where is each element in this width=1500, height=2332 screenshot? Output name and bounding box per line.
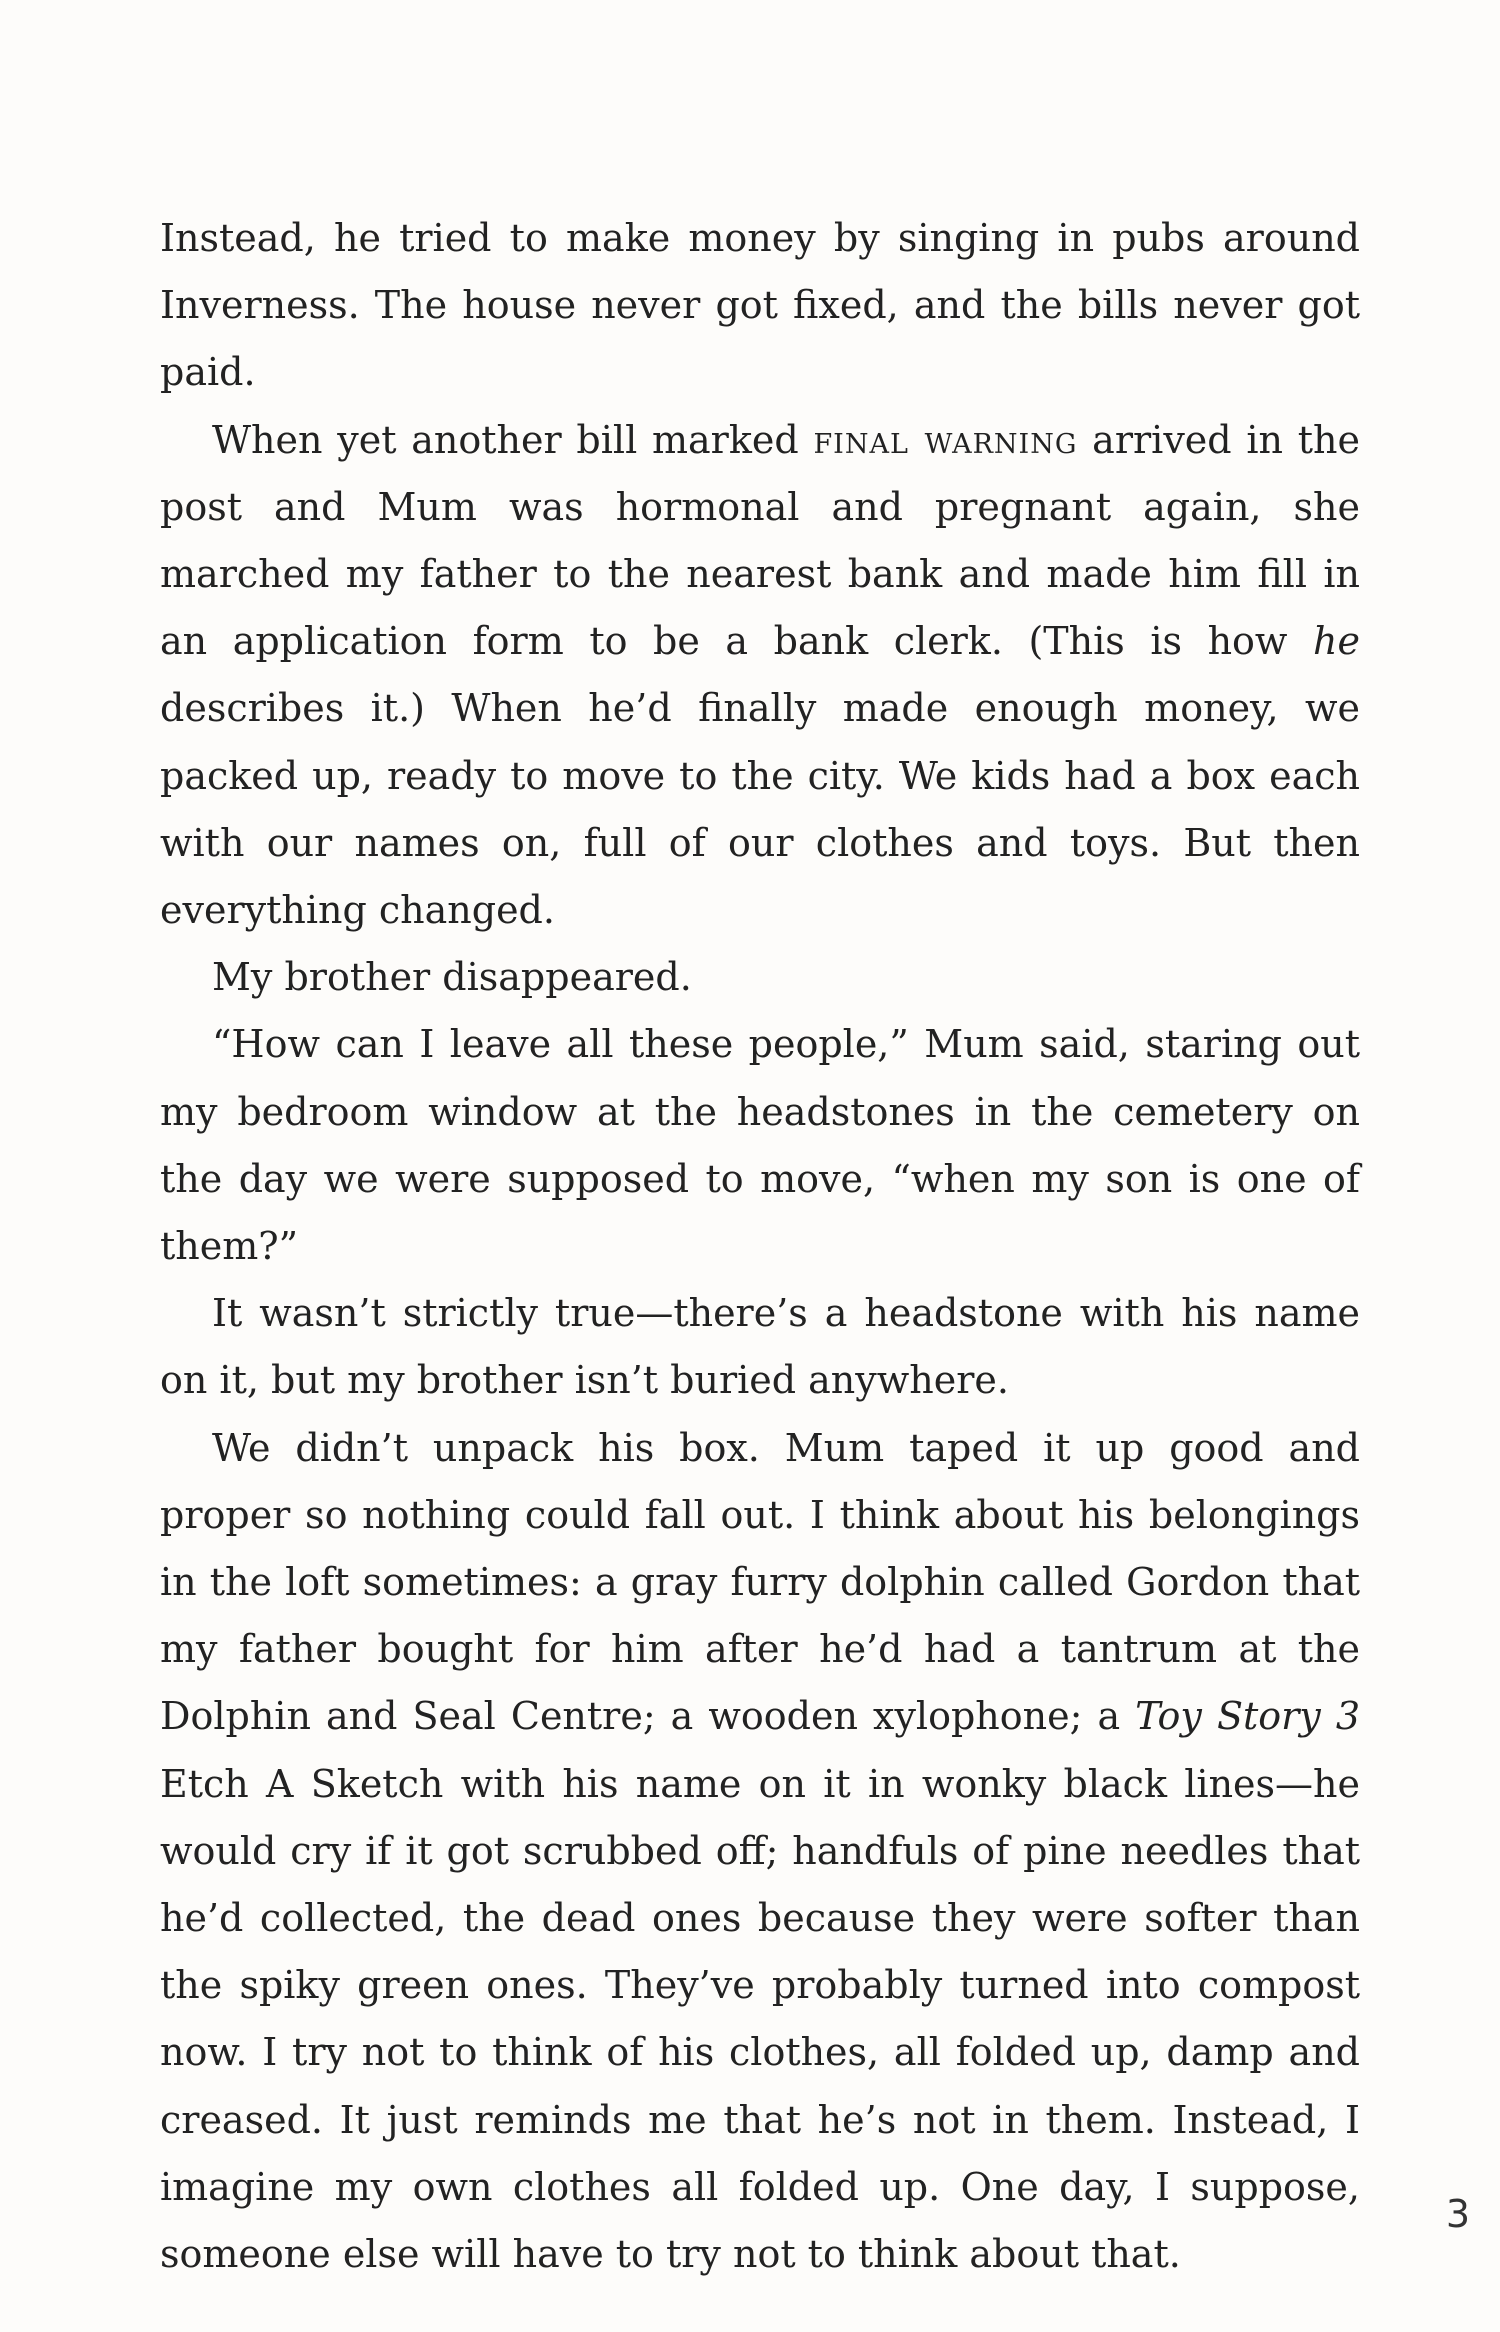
page-number: 3 — [1445, 2192, 1470, 2236]
paragraph-text: My brother disappeared. — [212, 955, 692, 1000]
emphasis-he: he — [1313, 619, 1360, 664]
paragraph — [160, 205, 1360, 407]
paragraph — [160, 944, 1360, 1011]
paragraph-text: “How can I leave all these people,” Mum said, staring out my bedroom window at the headstones in the cemetery on the day we were supposed to move, “when my son is one of them?” — [160, 1022, 1360, 1269]
paragraph-text: Etch A Sketch with his name on it in wonky black lines—he would cry if it got scrubbed off; handfuls of pine needles that he’d collected, the dead ones because they were softer than the spiky green ones. They’ve probably turned into compost now. I try not to think of his clothes, all folded up, damp and creased. It just reminds me that he’s not in them. Instead, I imagine my own clothes all folded up. One day, I suppose, someone else will have to try not to think about that. — [160, 1761, 1360, 2277]
paragraph-text: Instead, he tried to make money by singing in pubs around Inverness. The house never got fixed, and the bills never got paid. — [160, 216, 1360, 395]
emphasis-toy-story: Toy Story 3 — [1135, 1694, 1360, 1739]
paragraph — [160, 1280, 1360, 1414]
paragraph-text: It wasn’t strictly true—there’s a headstone with his name on it, but my brother isn’t buried anywhere. — [160, 1291, 1360, 1403]
paragraph — [160, 407, 1360, 945]
paragraph-text: arrived in the post and Mum was hormonal and pregnant again, she marched my father to the nearest bank and made him fill in an application form to be a bank clerk. (This is how — [160, 417, 1360, 664]
paragraph — [160, 1415, 1360, 2289]
paragraph-text: When yet another bill marked — [212, 417, 814, 462]
paragraph-text: We didn’t unpack his box. Mum taped it up good and proper so nothing could fall out. I think about his belongings in the loft sometimes: a gray furry dolphin called Gordon that my father bought for him after he’d had a tantrum at the Dolphin and Seal Centre; a wooden xylophone; a — [160, 1425, 1360, 1739]
paragraph — [160, 1011, 1360, 1280]
paragraph-text: describes it.) When he’d finally made enough money, we packed up, ready to move to the city. We kids had a box each with our names on, full of our clothes and toys. But then everything changed. — [160, 686, 1360, 933]
body-text — [160, 205, 1360, 2288]
final-warning-smallcaps: final warning — [813, 417, 1078, 462]
